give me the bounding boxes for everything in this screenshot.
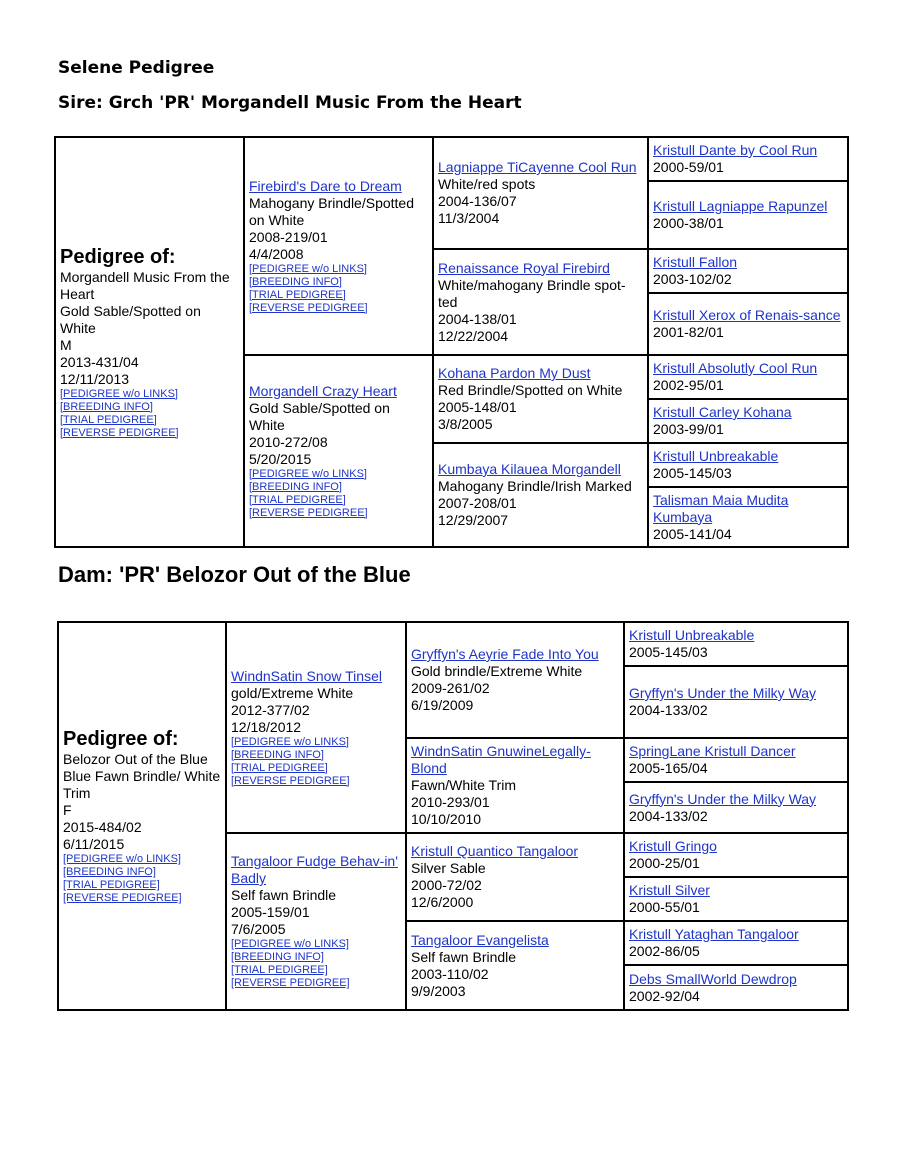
grandparent-reg: 2000-72/02 [411,877,482,893]
grandparent-name-link[interactable]: WindnSatin GnuwineLegally-Blond [411,743,591,776]
great-grandparent-reg: 2005-165/04 [629,760,708,776]
great-grandparent-cell [648,293,848,355]
reverse-pedigree-link[interactable]: [REVERSE PEDIGREE] [63,892,182,904]
great-grandparent-name-link[interactable]: Kristull Unbreakable [653,448,779,464]
parent-date: 7/6/2005 [231,921,286,937]
grandparent-cell [433,249,648,355]
subject-name: Morgandell Music From the Heart [60,268,230,302]
great-grandparent-reg: 2004-133/02 [629,702,708,718]
parent-date: 4/4/2008 [249,245,304,262]
great-grandparent-cell [624,666,848,738]
breeding-info-link[interactable]: [BREEDING INFO] [249,480,342,493]
sire-parent-cell [244,137,433,355]
great-grandparent-reg: 2001-82/01 [653,324,724,340]
grandparent-name-link[interactable]: Kumbaya Kilauea Morgandell [438,461,621,477]
subject-color: Gold Sable/Spotted on White [60,302,201,336]
grandparent-color: White/mahogany Brindle spot-ted [438,276,626,310]
breeding-info-link[interactable]: [BREEDING INFO] [231,748,324,761]
grandparent-name-link[interactable]: Tangaloor Evangelista [411,931,549,948]
reverse-pedigree-link[interactable]: [REVERSE PEDIGREE] [231,774,350,787]
grandparent-color: Red Brindle/Spotted on White [438,382,623,398]
reverse-pedigree-link[interactable]: [REVERSE PEDIGREE] [249,301,368,314]
parent-color: Mahogany Brindle/Spotted on White [249,194,414,228]
grandparent-reg: 2004-136/07 [438,193,517,209]
great-grandparent-cell [624,833,848,877]
parent-name-link[interactable]: Firebird's Dare to Dream [249,177,402,194]
great-grandparent-reg: 2005-141/04 [653,525,732,542]
sire-heading: Sire: Grch 'PR' Morgandell Music From the Heart [58,93,522,113]
grandparent-date: 10/10/2010 [411,811,482,827]
great-grandparent-name-link[interactable]: Gryffyn's Under the Milky Way [629,685,817,701]
great-grandparent-cell [624,782,848,833]
great-grandparent-cell [648,355,848,399]
grandparent-cell [406,833,624,921]
great-grandparent-reg: 2002-95/01 [653,377,724,393]
sire-subject-cell [55,137,244,547]
grandparent-name-link[interactable]: Lagniappe TiCayenne Cool Run [438,159,637,175]
great-grandparent-name-link[interactable]: SpringLane Kristull Dancer [629,743,796,759]
trial-pedigree-link[interactable]: [TRIAL PEDIGREE] [60,413,157,426]
grandparent-reg: 2004-138/01 [438,310,517,327]
great-grandparent-cell [648,487,848,547]
grandparent-reg: 2005-148/01 [438,399,517,415]
parent-date: 12/18/2012 [231,718,302,735]
breeding-info-link[interactable]: [BREEDING INFO] [63,866,156,878]
great-grandparent-reg: 2005-145/03 [629,644,708,660]
great-grandparent-reg: 2005-145/03 [653,465,732,481]
great-grandparent-reg: 2003-102/02 [653,271,732,287]
grandparent-name-link[interactable]: Gryffyn's Aeyrie Fade Into You [411,646,599,662]
sire-parent-cell [226,622,406,833]
grandparent-cell [433,355,648,443]
great-grandparent-name-link[interactable]: Kristull Dante by Cool Run [653,142,818,158]
reverse-pedigree-link[interactable]: [REVERSE PEDIGREE] [231,977,350,989]
pedigree-wo-links-link[interactable]: [PEDIGREE w/o LINKS] [249,467,367,480]
grandparent-cell [406,921,624,1010]
sire-pedigree-table [54,136,849,548]
great-grandparent-cell [624,738,848,782]
great-grandparent-reg: 2002-92/04 [629,987,700,1004]
reverse-pedigree-link[interactable]: [REVERSE PEDIGREE] [60,426,179,439]
great-grandparent-name-link[interactable]: Debs SmallWorld Dewdrop [629,970,797,987]
great-grandparent-name-link[interactable]: Gryffyn's Under the Milky Way [629,790,817,807]
great-grandparent-reg: 2002-86/05 [629,943,700,959]
pedigree-wo-links-link[interactable]: [PEDIGREE w/o LINKS] [249,262,367,275]
parent-reg: 2008-219/01 [249,228,328,245]
great-grandparent-reg: 2004-133/02 [629,807,708,824]
pedigree-wo-links-link[interactable]: [PEDIGREE w/o LINKS] [63,853,181,865]
parent-name-link[interactable]: WindnSatin Snow Tinsel [231,667,382,684]
grandparent-name-link[interactable]: Kohana Pardon My Dust [438,365,591,381]
great-grandparent-reg: 2000-38/01 [653,215,724,231]
trial-pedigree-link[interactable]: [TRIAL PEDIGREE] [231,964,328,976]
grandparent-date: 12/6/2000 [411,894,474,910]
grandparent-color: Mahogany Brindle/Irish Marked [438,478,632,494]
great-grandparent-name-link[interactable]: Kristull Yataghan Tangaloor [629,926,799,942]
grandparent-color: Self fawn Brindle [411,948,517,965]
parent-name-link[interactable]: Tangaloor Fudge Behav-in' Badly [231,853,398,886]
grandparent-cell [406,738,624,833]
grandparent-color: Silver Sable [411,860,486,876]
parent-name-link[interactable]: Morgandell Crazy Heart [249,382,397,399]
subject-sex: F [63,802,72,818]
great-grandparent-reg: 2003-99/01 [653,421,724,437]
subject-date: 6/11/2015 [63,836,125,852]
great-grandparent-cell [648,181,848,249]
parent-color: Gold Sable/Spotted on White [249,399,390,433]
great-grandparent-name-link[interactable]: Kristull Unbreakable [629,627,755,643]
great-grandparent-cell [648,443,848,487]
grandparent-reg: 2007-208/01 [438,495,517,511]
pedigree-wo-links-link[interactable]: [PEDIGREE w/o LINKS] [60,387,178,400]
parent-date: 5/20/2015 [249,450,312,467]
grandparent-cell [433,443,648,547]
great-grandparent-name-link[interactable]: Kristull Xerox of Renais-sance [653,307,841,323]
pedigree-wo-links-link[interactable]: [PEDIGREE w/o LINKS] [231,735,349,748]
great-grandparent-reg: 2000-59/01 [653,159,724,175]
pedigree-of-label: Pedigree of: [63,728,179,750]
parent-reg: 2010-272/08 [249,433,328,450]
great-grandparent-name-link[interactable]: Kristull Carley Kohana [653,404,792,420]
parent-reg: 2005-159/01 [231,904,310,920]
subject-reg: 2015-484/02 [63,819,142,835]
reverse-pedigree-link[interactable]: [REVERSE PEDIGREE] [249,506,368,519]
parent-color: gold/Extreme White [231,684,354,701]
grandparent-name-link[interactable]: Kristull Quantico Tangaloor [411,843,579,859]
dam-heading: Dam: 'PR' Belozor Out of the Blue [58,562,411,587]
great-grandparent-cell [624,921,848,965]
parent-reg: 2012-377/02 [231,701,310,718]
great-grandparent-cell [648,249,848,293]
subject-sex: M [60,336,72,353]
parent-color: Self fawn Brindle [231,887,337,903]
trial-pedigree-link[interactable]: [TRIAL PEDIGREE] [249,288,346,301]
great-grandparent-cell [648,137,848,181]
great-grandparent-reg: 2000-25/01 [629,855,700,871]
subject-reg: 2013-431/04 [60,353,139,370]
grandparent-reg: 2010-293/01 [411,794,490,810]
grandparent-date: 9/9/2003 [411,982,466,999]
grandparent-date: 11/3/2004 [438,210,500,226]
grandparent-date: 12/22/2004 [438,327,509,344]
subject-date: 12/11/2013 [60,370,130,387]
great-grandparent-cell [624,877,848,921]
subject-color: Blue Fawn Brindle/ White Trim [63,768,221,801]
great-grandparent-reg: 2000-55/01 [629,899,700,915]
grandparent-date: 3/8/2005 [438,416,493,432]
great-grandparent-name-link[interactable]: Kristull Lagniappe Rapunzel [653,198,828,214]
great-grandparent-cell [624,965,848,1010]
breeding-info-link[interactable]: [BREEDING INFO] [249,275,342,288]
dam-parent-cell [226,833,406,1010]
grandparent-color: Fawn/White Trim [411,777,517,793]
grandparent-date: 6/19/2009 [411,697,474,713]
grandparent-color: Gold brindle/Extreme White [411,663,583,679]
great-grandparent-cell [648,399,848,443]
grandparent-name-link[interactable]: Renaissance Royal Firebird [438,259,610,276]
dam-subject-cell [58,622,226,1010]
grandparent-date: 12/29/2007 [438,512,509,528]
grandparent-reg: 2003-110/02 [411,965,489,982]
dam-pedigree-table [57,621,849,1011]
pedigree-wo-links-link[interactable]: [PEDIGREE w/o LINKS] [231,938,349,950]
great-grandparent-name-link[interactable]: Kristull Silver [629,882,710,898]
trial-pedigree-link[interactable]: [TRIAL PEDIGREE] [231,761,328,774]
great-grandparent-cell [624,622,848,666]
great-grandparent-name-link[interactable]: Kristull Gringo [629,838,717,854]
great-grandparent-name-link[interactable]: Kristull Fallon [653,254,738,270]
grandparent-cell [433,137,648,249]
trial-pedigree-link[interactable]: [TRIAL PEDIGREE] [249,493,346,506]
great-grandparent-name-link[interactable]: Kristull Absolutly Cool Run [653,360,818,376]
breeding-info-link[interactable]: [BREEDING INFO] [60,400,153,413]
grandparent-cell [406,622,624,738]
dam-parent-cell [244,355,433,547]
document-title: Selene Pedigree [58,58,215,78]
breeding-info-link[interactable]: [BREEDING INFO] [231,951,324,963]
great-grandparent-name-link[interactable]: Talisman Maia Mudita Kumbaya [653,491,789,525]
subject-name: Belozor Out of the Blue [63,751,208,767]
grandparent-reg: 2009-261/02 [411,680,490,696]
trial-pedigree-link[interactable]: [TRIAL PEDIGREE] [63,879,160,891]
pedigree-of-label: Pedigree of: [60,245,176,268]
grandparent-color: White/red spots [438,176,536,192]
